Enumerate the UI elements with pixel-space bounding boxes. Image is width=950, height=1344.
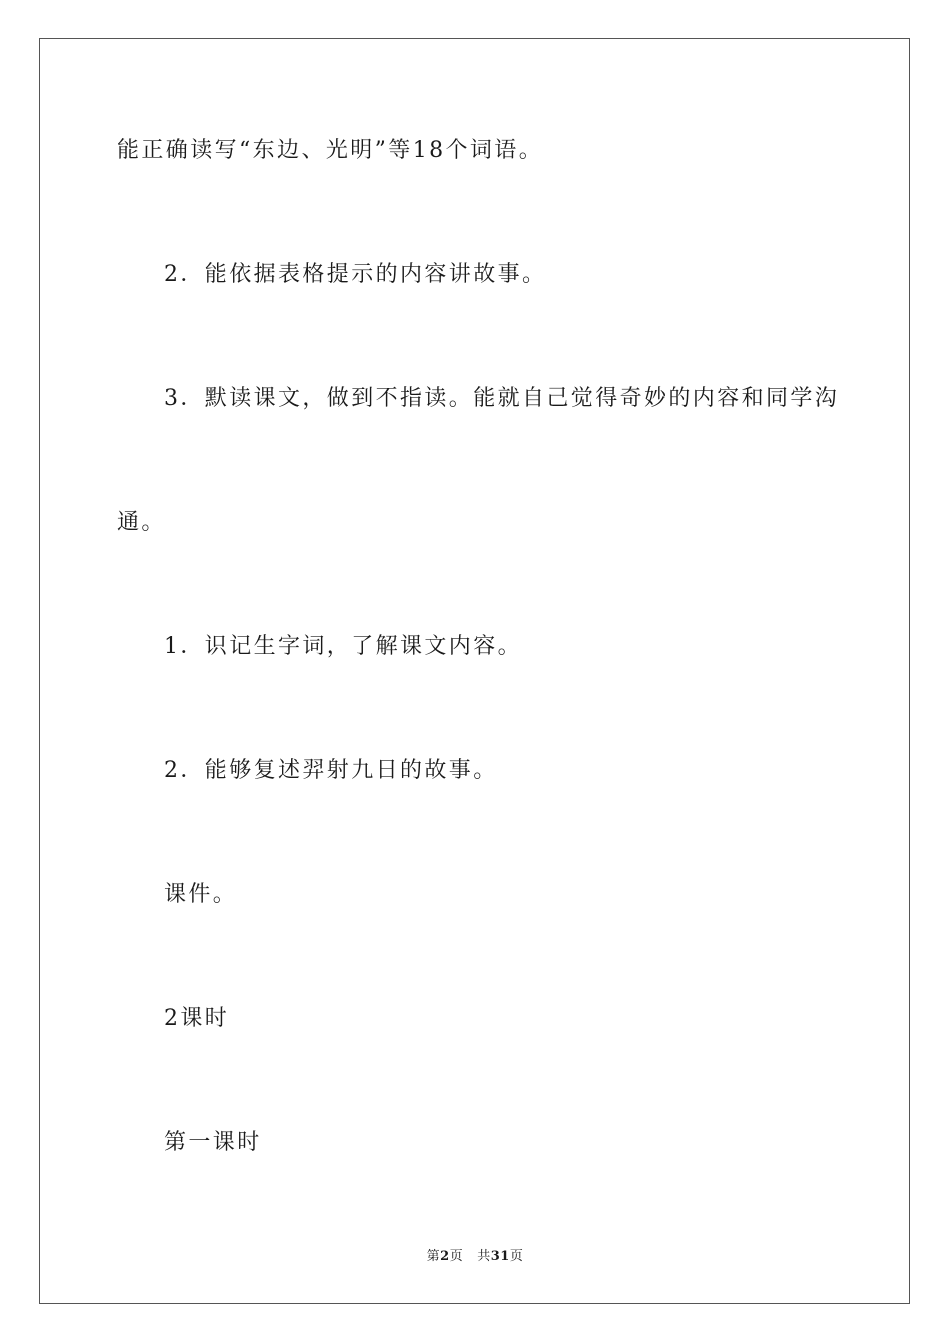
paragraph-3: 3．默读课文，做到不指读。能就自己觉得奇妙的内容和同学沟	[164, 386, 840, 411]
footer-page-prefix: 第	[426, 1249, 441, 1264]
footer-page-number: 2	[440, 1249, 450, 1264]
footer-total-suffix: 页	[509, 1249, 524, 1264]
paragraph-7: 课件。	[164, 882, 238, 907]
paragraph-5: 1．识记生字词，了解课文内容。	[164, 634, 522, 659]
footer-page-suffix: 页	[449, 1249, 464, 1264]
paragraph-6: 2．能够复述羿射九日的故事。	[164, 758, 498, 783]
footer-total-pages: 31	[490, 1249, 510, 1264]
page-frame	[39, 38, 910, 1304]
page-footer	[0, 1248, 950, 1266]
paragraph-8: 2课时	[164, 1006, 230, 1031]
paragraph-4: 通。	[117, 510, 166, 535]
footer-total-prefix: 共	[477, 1249, 491, 1264]
paragraph-1: 能正确读写“东边、光明”等18个词语。	[117, 138, 544, 163]
paragraph-9: 第一课时	[164, 1130, 262, 1155]
paragraph-2: 2．能依据表格提示的内容讲故事。	[164, 262, 547, 287]
